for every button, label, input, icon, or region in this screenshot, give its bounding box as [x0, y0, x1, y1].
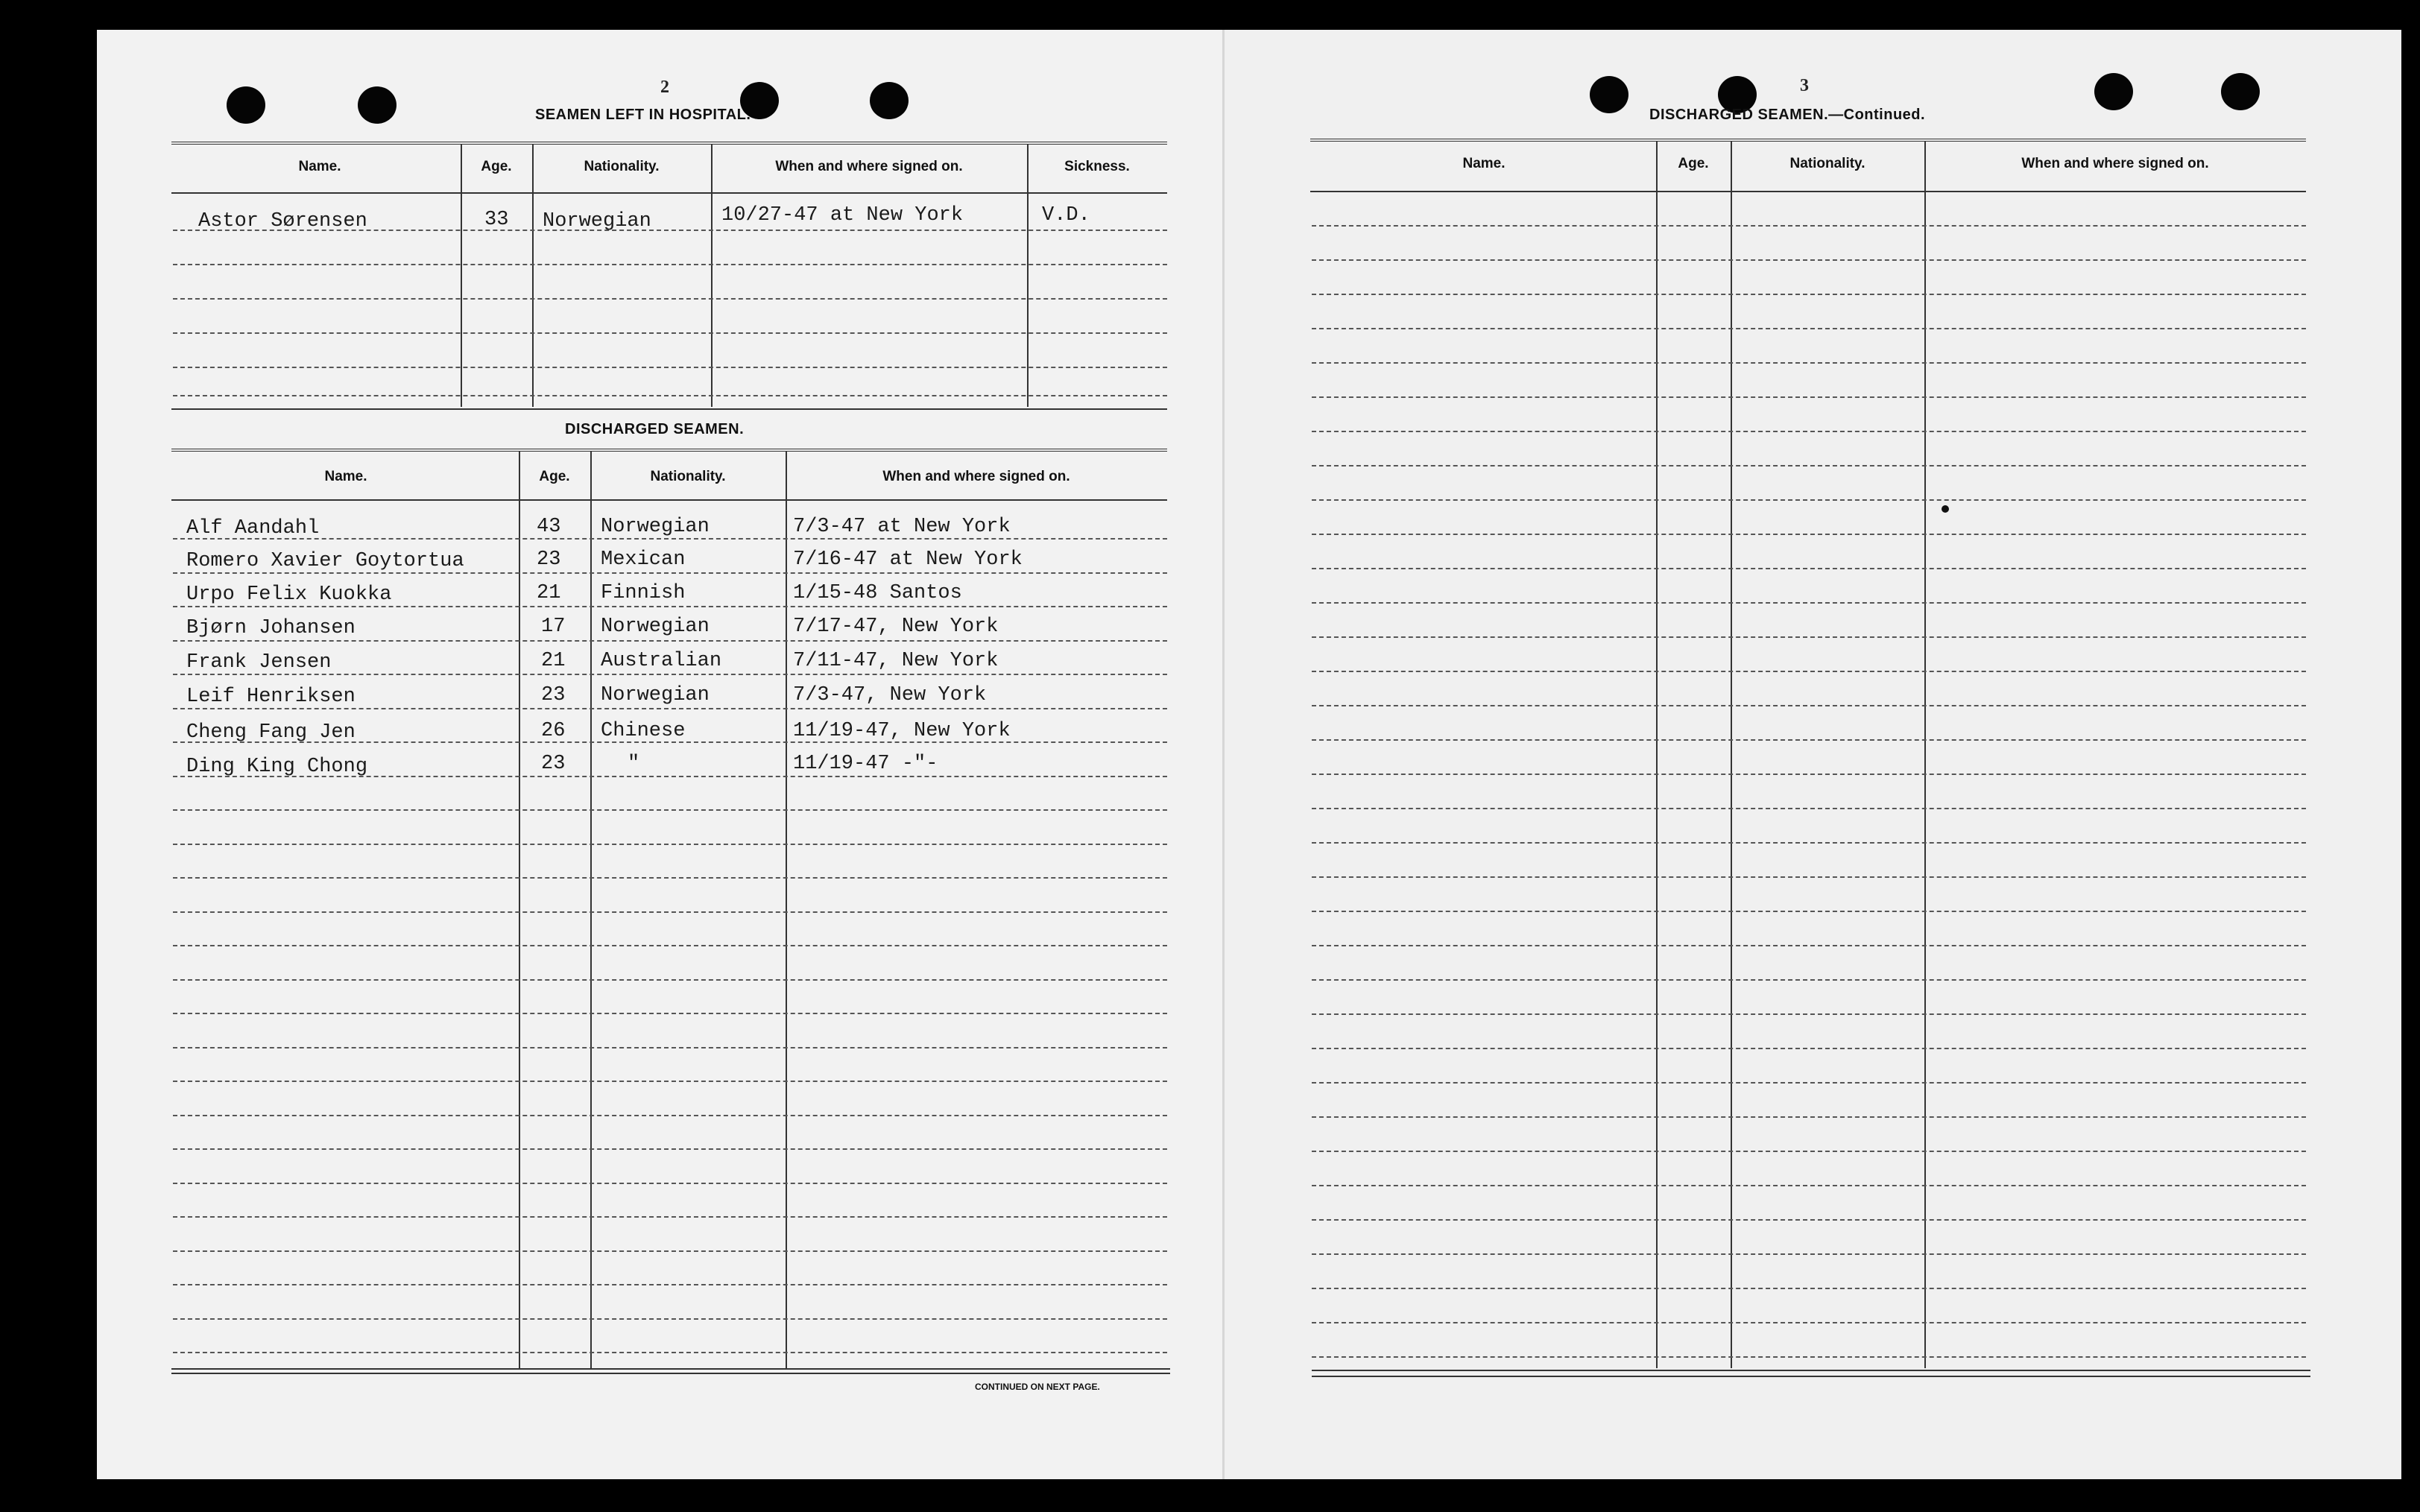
entry-line [173, 332, 1167, 334]
hospital-header-age: Age. [481, 159, 512, 174]
entry-line [173, 877, 1167, 879]
discharged-section-title: DISCHARGED SEAMEN. [565, 421, 745, 437]
discharged-header-name: Name. [324, 469, 367, 484]
entry-line [1312, 945, 2306, 946]
seaman-nationality: Chinese [601, 720, 686, 742]
seaman-age: 33 [484, 209, 509, 231]
entry-line [1312, 294, 2306, 295]
entry-line [1312, 499, 2306, 501]
continued-header-signed-on: When and where signed on. [2021, 156, 2209, 171]
seaman-signed-on: 7/16-47 at New York [793, 548, 1023, 571]
column-divider [786, 452, 787, 1368]
hospital-header-name: Name. [298, 159, 341, 174]
seaman-age: 21 [537, 582, 561, 604]
punch-hole [227, 86, 265, 124]
entry-line [173, 298, 1167, 300]
continued-bottom-rule [1312, 1370, 2310, 1371]
discharged-bottom-rule [171, 1373, 1170, 1374]
entry-line [1312, 602, 2306, 604]
punch-hole [2094, 73, 2133, 110]
entry-line [173, 538, 1167, 540]
seaman-name: Leif Henriksen [186, 686, 356, 708]
seaman-nationality: Finnish [601, 582, 686, 604]
seaman-sickness: V.D. [1042, 204, 1090, 227]
entry-line [1312, 259, 2306, 261]
entry-line [173, 911, 1167, 913]
continued-section-title: DISCHARGED SEAMEN.—Continued. [1649, 107, 1926, 123]
entry-line [173, 1183, 1167, 1184]
seaman-nationality: Norwegian [601, 516, 710, 538]
seaman-nationality: Mexican [601, 548, 686, 571]
seaman-age: 17 [541, 616, 566, 638]
entry-line [1312, 225, 2306, 227]
continued-header-nationality: Nationality. [1789, 156, 1865, 171]
hospital-header-rule [171, 192, 1167, 194]
continued-top-rule [1310, 139, 2306, 142]
seaman-name: Bjørn Johansen [186, 617, 356, 639]
entry-line [1312, 534, 2306, 535]
entry-line [173, 708, 1167, 709]
hospital-header-sickness: Sickness. [1064, 159, 1130, 174]
seaman-signed-on: 7/3-47, New York [793, 684, 987, 706]
seaman-signed-on: 7/3-47 at New York [793, 516, 1011, 538]
entry-line [173, 640, 1167, 642]
document-sheet [97, 30, 2401, 1479]
seaman-signed-on: 11/19-47, New York [793, 720, 1011, 742]
discharged-header-signed-on: When and where signed on. [882, 469, 1070, 484]
hospital-header-signed-on: When and where signed on. [775, 159, 963, 174]
hospital-header-nationality: Nationality. [584, 159, 660, 174]
entry-line [173, 1115, 1167, 1116]
entry-line [1312, 774, 2306, 775]
entry-line [1312, 1322, 2306, 1323]
entry-line [173, 979, 1167, 981]
ink-speck [1942, 505, 1949, 513]
entry-line [1312, 465, 2306, 466]
seaman-name: Astor Sørensen [198, 210, 367, 233]
seaman-age: 21 [541, 650, 566, 672]
seaman-age: 43 [537, 516, 561, 538]
punch-hole [1590, 76, 1628, 113]
seaman-age: 23 [537, 548, 561, 571]
entry-line [173, 606, 1167, 607]
seaman-name: Frank Jensen [186, 651, 332, 674]
entry-line [1312, 842, 2306, 844]
entry-line [173, 674, 1167, 675]
page-number: 3 [1800, 76, 1809, 95]
entry-line [1312, 1185, 2306, 1186]
hospital-top-rule [171, 142, 1167, 145]
seaman-name: Urpo Felix Kuokka [186, 583, 392, 606]
seaman-signed-on: 7/11-47, New York [793, 650, 999, 672]
entry-line [1312, 1048, 2306, 1049]
continued-bottom-rule [1312, 1376, 2310, 1377]
entry-line [1312, 739, 2306, 741]
entry-line [1312, 636, 2306, 638]
right-page [1222, 30, 2401, 1479]
entry-line [1312, 1219, 2306, 1221]
seaman-age: 23 [541, 684, 566, 706]
entry-line [173, 809, 1167, 811]
entry-line [173, 1250, 1167, 1252]
discharged-header-age: Age. [539, 469, 570, 484]
discharged-header-nationality: Nationality. [650, 469, 726, 484]
left-page [97, 30, 1222, 1479]
discharged-header-rule [171, 499, 1167, 501]
discharged-bottom-rule [171, 1368, 1170, 1370]
seaman-nationality: " [628, 753, 640, 775]
seaman-name: Alf Aandahl [186, 517, 320, 540]
entry-line [173, 367, 1167, 368]
seaman-nationality: Australian [601, 650, 722, 672]
seaman-nationality: Norwegian [601, 684, 710, 706]
seaman-nationality: Norwegian [543, 210, 651, 233]
continued-header-rule [1310, 191, 2306, 192]
entry-line [1312, 705, 2306, 706]
entry-line [1312, 1253, 2306, 1255]
entry-line [173, 264, 1167, 265]
page-number: 2 [660, 78, 669, 97]
entry-line [1312, 671, 2306, 672]
seaman-signed-on: 1/15-48 Santos [793, 582, 962, 604]
continued-note: CONTINUED ON NEXT PAGE. [975, 1382, 1100, 1392]
entry-line [1312, 1356, 2306, 1358]
discharged-top-rule [171, 449, 1167, 452]
entry-line [1312, 979, 2306, 981]
seaman-nationality: Norwegian [601, 616, 710, 638]
entry-line [173, 1352, 1167, 1353]
continued-header-age: Age. [1678, 156, 1709, 171]
hospital-bottom-rule [171, 408, 1167, 410]
entry-line [1312, 396, 2306, 398]
entry-line [1312, 1151, 2306, 1152]
punch-hole [358, 86, 397, 124]
entry-line [173, 572, 1167, 574]
entry-line [1312, 1013, 2306, 1015]
page-fold [1222, 30, 1225, 1479]
seaman-name: Cheng Fang Jen [186, 721, 356, 744]
entry-line [173, 945, 1167, 946]
seaman-signed-on: 11/19-47 -"- [793, 753, 938, 775]
entry-line [1312, 328, 2306, 329]
entry-line [1312, 1082, 2306, 1084]
entry-line [1312, 362, 2306, 364]
entry-line [173, 1284, 1167, 1285]
entry-line [173, 844, 1167, 845]
seaman-signed-on: 7/17-47, New York [793, 616, 999, 638]
entry-line [1312, 808, 2306, 809]
punch-hole [2221, 73, 2260, 110]
entry-line [173, 1216, 1167, 1218]
seaman-name: Ding King Chong [186, 756, 368, 778]
entry-line [173, 1318, 1167, 1320]
entry-line [173, 1013, 1167, 1014]
entry-line [173, 1047, 1167, 1048]
column-divider [590, 452, 592, 1368]
entry-line [1312, 911, 2306, 912]
punch-hole [870, 82, 909, 119]
seaman-name: Romero Xavier Goytortua [186, 550, 464, 572]
hospital-section-title: SEAMEN LEFT IN HOSPITAL. [535, 107, 751, 123]
continued-header-name: Name. [1462, 156, 1506, 171]
seaman-age: 26 [541, 720, 566, 742]
entry-line [173, 395, 1167, 396]
entry-line [1312, 1116, 2306, 1118]
seaman-signed-on: 10/27-47 at New York [721, 204, 964, 227]
entry-line [173, 1081, 1167, 1082]
entry-line [173, 1148, 1167, 1150]
entry-line [1312, 431, 2306, 432]
seaman-age: 23 [541, 753, 566, 775]
entry-line [1312, 1288, 2306, 1289]
column-divider [519, 452, 520, 1368]
entry-line [1312, 876, 2306, 878]
entry-line [1312, 568, 2306, 569]
